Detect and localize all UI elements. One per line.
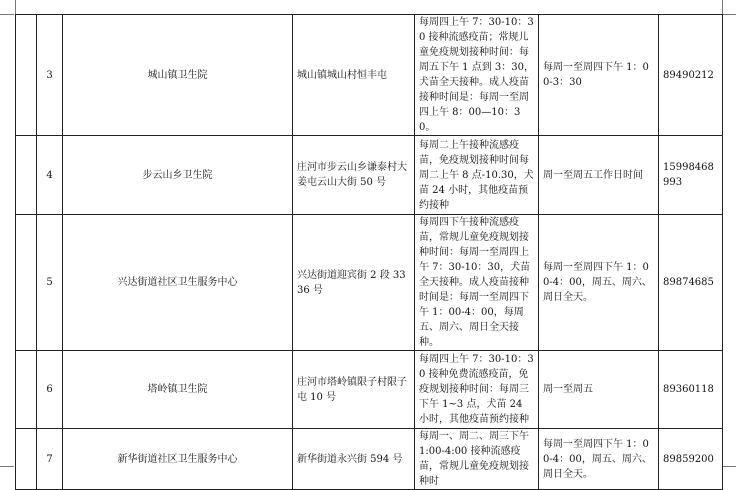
vaccination-schedule: 每周一、周二、周三下午 1:00-4:00 接种流感疫苗，常规儿童免疫规划接种时: [415, 429, 539, 490]
service-hours: 每周一至周四下午 1：00-4：00，周五、周六、周日全天。: [539, 429, 659, 490]
clinic-address: 兴达街道迎宾街 2 段 3336 号: [293, 215, 415, 351]
table-row: [16, 351, 723, 429]
clinic-name: 步云山乡卫生院: [63, 136, 293, 215]
phone-number: 15998468993: [659, 136, 723, 215]
service-hours: 每周一至周四下午 1：00-4：00，周五、周六、周日全天。: [539, 215, 659, 351]
clinic-address: 新华街道永兴街 594 号: [293, 429, 415, 490]
clinic-address: 城山镇城山村恒丰屯: [293, 15, 415, 136]
row-number: 4: [37, 136, 63, 215]
vaccination-sites-table: [15, 14, 723, 490]
table-row: [16, 429, 723, 490]
left-margin-cell: [16, 215, 37, 351]
row-number: 3: [37, 15, 63, 136]
service-hours: 每周一至周四下午 1：00-3：30: [539, 15, 659, 136]
row-number: 5: [37, 215, 63, 351]
phone-number: 89859200: [659, 429, 723, 490]
left-margin-cell: [16, 15, 37, 136]
crop-mark: [722, 14, 736, 15]
left-margin-cell: [16, 136, 37, 215]
clinic-name: 新华街道社区卫生服务中心: [63, 429, 293, 490]
phone-number: 89874685: [659, 215, 723, 351]
service-hours: 周一至周五工作日时间: [539, 136, 659, 215]
table-row: [16, 136, 723, 215]
left-margin-cell: [16, 351, 37, 429]
crop-mark: [722, 0, 723, 14]
clinic-name: 兴达街道社区卫生服务中心: [63, 215, 293, 351]
phone-number: 89490212: [659, 15, 723, 136]
vaccination-schedule: 每周二上午接种流感疫苗，免疫规划接种时间每周二上午 8 点-10.30，犬苗 24 小时，其他疫苗预约接种: [415, 136, 539, 215]
crop-mark: [0, 14, 14, 15]
crop-mark: [722, 466, 736, 467]
clinic-name: 塔岭镇卫生院: [63, 351, 293, 429]
clinic-name: 城山镇卫生院: [63, 15, 293, 136]
vaccination-schedule: 每周四上午 7：30-10：30 接种免费流感疫苗，免疫规划接种时间：每周三下午 1~3 点，犬苗 24 小时，其他疫苗预约接种: [415, 351, 539, 429]
service-hours: 周一至周五: [539, 351, 659, 429]
row-number: 6: [37, 351, 63, 429]
phone-number: 89360118: [659, 351, 723, 429]
table-row: [16, 15, 723, 136]
vaccination-schedule: 每周四上午 7：30-10：30 接种流感疫苗；常规儿童免疫规划接种时间：每周五下午 1 点到 3：30，犬苗全天接种。成人疫苗接种时间是：每周一至周四上午 8：00—10：30。: [415, 15, 539, 136]
vaccination-schedule: 每周四下午接种流感疫苗，常规儿童免疫规划接种时间：每周一至周四上午 7：30-10：30，犬苗全天接种。成人疫苗接种时间是：每周一至周四下午 1：00-4：00，每周五、周六、周日全天接种。: [415, 215, 539, 351]
crop-mark: [0, 466, 14, 467]
row-number: 7: [37, 429, 63, 490]
crop-mark: [15, 0, 16, 14]
clinic-address: 庄河市步云山乡谦泰村大姜屯云山大街 50 号: [293, 136, 415, 215]
clinic-address: 庄河市塔岭镇限子村限子屯 10 号: [293, 351, 415, 429]
left-margin-cell: [16, 429, 37, 490]
table-row: [16, 215, 723, 351]
